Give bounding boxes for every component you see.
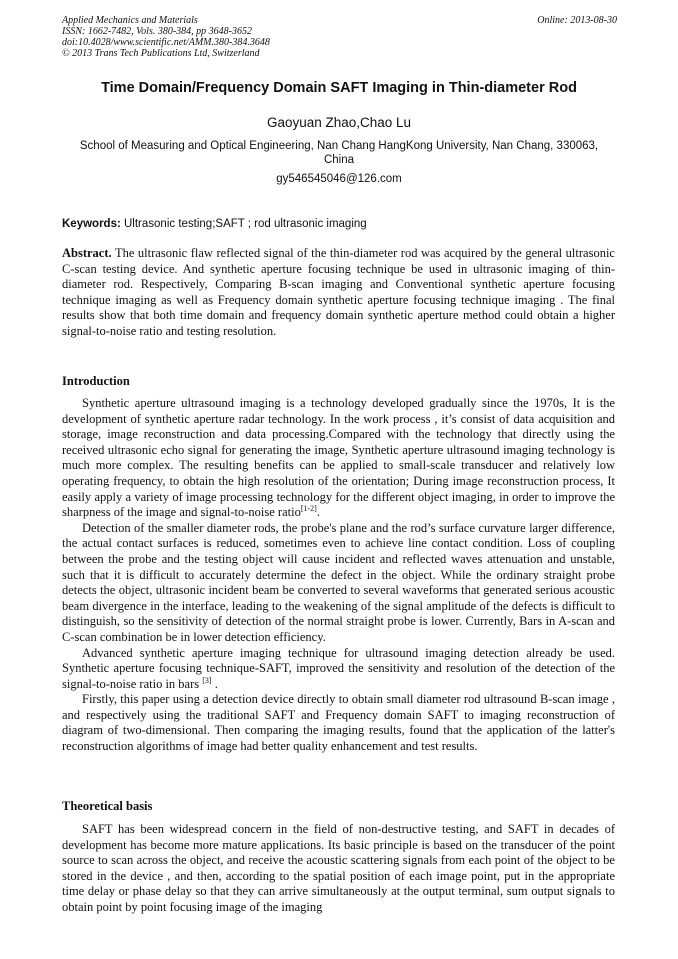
intro-paragraph-2: Detection of the smaller diameter rods, the probe's plane and the rod’s surface curvature larger difference, the actual contact surfaces is reduced, sometimes even to achieve line contact condition. Loss of coupling between the probe and the testing object will cause incident and reflected waves attenuation and unstable, such that it is difficult to accurately determine the defect in the object. While the ordinary straight probe detects the object, ultrasonic incident beam be converted to several waveforms that generated serious acoustic beam divergence in the interface, leading to the weakening of the signal amplitude of the defects is difficult to distinguish, so the sensitivity of detection of the normal straight probe is lower. Currently, Bars in A-scan and C-scan combination be in lower detection efficiency. <box>62 520 615 644</box>
keywords-label: Keywords: <box>62 218 121 230</box>
abstract-text: The ultrasonic flaw reflected signal of the thin-diameter rod was acquired by the general ultrasonic C-scan testing device. And synthetic aperture focusing technique be used in ultrasonic imaging of thin-diameter rod. Respectively, Comparing B-scan imaging and Conventional synthetic aperture focusing technique imaging as well as Frequency domain synthetic aperture focusing technique imaging . The final results show that both time domain and frequency domain synthetic aperture method could obtain a higher signal-to-noise ratio and testing resolution. <box>62 246 615 338</box>
introduction-heading: Introduction <box>62 374 130 388</box>
copyright-line: © 2013 Trans Tech Publications Ltd, Switzerland <box>62 48 260 59</box>
author-affiliation: School of Measuring and Optical Engineering, Nan Chang HangKong University, Nan Chang, 330063, China <box>79 140 599 166</box>
journal-header <box>62 15 617 59</box>
author-email: gy546545046@126.com <box>276 173 402 185</box>
intro-paragraph-1 <box>62 396 615 521</box>
keywords-text: Ultrasonic testing;SAFT ; rod ultrasonic imaging <box>124 218 367 230</box>
intro-p3-end: . <box>211 676 218 691</box>
intro-p1-end: . <box>316 505 320 520</box>
doi-line: doi:10.4028/www.scientific.net/AMM.380-384.3648 <box>62 37 270 48</box>
citation-1-2[interactable]: [1-2] <box>300 504 317 513</box>
theory-heading: Theoretical basis <box>62 799 153 813</box>
abstract-paragraph <box>62 246 615 340</box>
intro-paragraph-3 <box>62 646 615 693</box>
online-date: Online: 2013-08-30 <box>537 15 617 26</box>
intro-p3-text: Advanced synthetic aperture imaging technique for ultrasound imaging detection already be used. Synthetic aperture focusing technique-SAFT, improved the sensitivity and resolution of the detection of the signal-to-noise ratio in bars <box>62 645 615 691</box>
intro-paragraph-4: Firstly, this paper using a detection device directly to obtain small diameter rod ultrasound B-scan image , and respectively using the traditional SAFT and Frequency domain SAFT to imaging reconstruction of diagram of two-dimensional. Then comparing the imaging results, found that the application of the latter's reconstruction algorithms of image had better quality enhancement and test results. <box>62 692 615 754</box>
abstract-label: Abstract. <box>62 246 112 260</box>
citation-3[interactable]: [3] <box>202 675 212 685</box>
theory-body <box>62 822 615 916</box>
issn-line: ISSN: 1662-7482, Vols. 380-384, pp 3648-3652 <box>62 26 252 37</box>
journal-name: Applied Mechanics and Materials <box>62 15 198 26</box>
paper-authors: Gaoyuan Zhao,Chao Lu <box>266 115 412 130</box>
introduction-body <box>62 396 615 755</box>
paper-title: Time Domain/Frequency Domain SAFT Imaging in Thin-diameter Rod <box>101 80 577 96</box>
keywords-line <box>62 218 617 230</box>
theory-paragraph-1: SAFT has been widespread concern in the field of non-destructive testing, and SAFT in decades of development has become more mature applications. Its basic principle is based on the transducer of the point source to scan across the object, and receive the acoustic scattering signals from each point of the object to be stored in the device , and then, according to the spatial position of each image point, put in the appropriate time delay or phase delay so that they can arrive simultaneously at the output terminal, sum output signals to obtain point by point focusing image of the imaging <box>62 822 615 914</box>
intro-p1-text: Synthetic aperture ultrasound imaging is a technology developed gradually since the 1970s, It is the development of synthetic aperture radar technology. In the work process , it’s consist of data acquisition and storage, image reconstruction and data processing.Compared with the technology that directly using the received ultrasonic echo signal for generating the image, Synthetic aperture ultrasound imaging technology is much more complex. The resulting benefits can be applied to small-scale transducer and relatively low operating frequency, to obtain the high resolution of the orientation; During image reconstruction process, It easily apply a variety of image processing technology for the different object imaging, in order to improve the sharpness of the image and signal-to-noise ratio <box>62 396 615 520</box>
